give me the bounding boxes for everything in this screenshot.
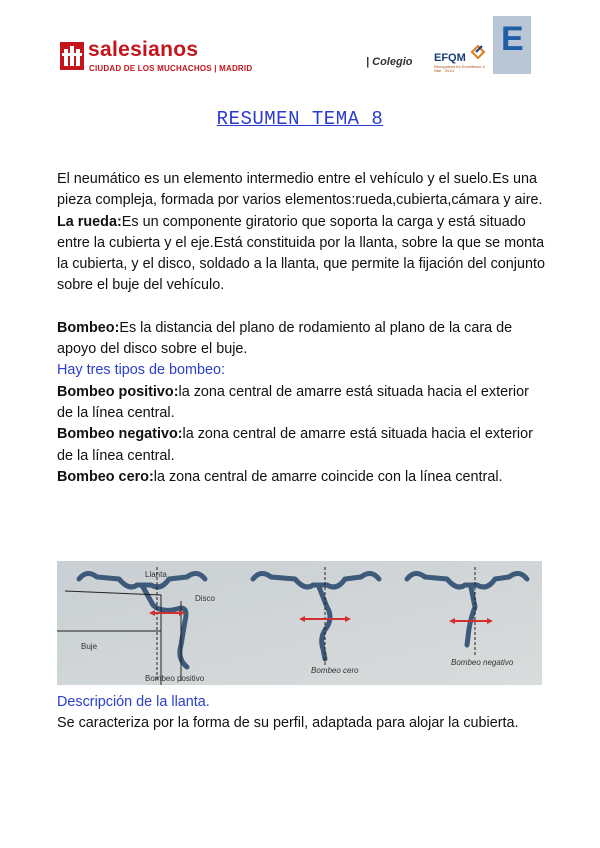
label-bombeo-negativo: Bombeo negativo (451, 658, 514, 667)
label-disco: Disco (195, 594, 216, 603)
bombeo-text: Es la distancia del plano de rodamiento al plano de la cara de apoyo del disco sobre el buje. (57, 319, 513, 358)
efqm-subtitle: Recognised for Excellence 4 Star · 2014 (434, 64, 485, 73)
negativo-text: la zona central de amarre está situada hacia el exterior de la línea central. (57, 426, 533, 464)
rueda-label: La rueda: (57, 213, 122, 230)
label-buje: Buje (81, 642, 98, 651)
positivo-paragraph (57, 382, 547, 425)
brand-name: salesianos (88, 38, 199, 61)
page-header (60, 20, 540, 80)
brand-subtitle: CIUDAD DE LOS MUCHACHOS | MADRID (89, 64, 253, 73)
llanta-heading: Descripción de la llanta. (57, 694, 210, 710)
label-bombeo-positivo: Bombeo positivo (145, 674, 205, 683)
positivo-label: Bombeo positivo: (57, 383, 179, 400)
rueda-paragraph (57, 212, 547, 297)
negativo-paragraph (57, 424, 547, 467)
excellence-badge (493, 16, 531, 74)
cero-text: la zona central de amarre coincide con la línea central. (153, 468, 503, 485)
label-llanta: Llanta (145, 570, 167, 579)
bombeo-paragraph (57, 318, 547, 361)
positivo-text: la zona central de amarre está situada hacia el exterior de la línea central. (57, 383, 529, 421)
rim-diagram (57, 561, 542, 685)
intro-paragraph: El neumático es un elemento intermedio entre el vehículo y el suelo.Es una pieza compleja, formada por varios elementos:rueda,cubierta,cámara y aire. (57, 171, 543, 209)
cero-label: Bombeo cero: (57, 468, 154, 485)
llanta-paragraph: Se caracteriza por la forma de su perfil, adaptada para alojar la cubierta. (57, 715, 519, 732)
rim-offset-figure (57, 561, 542, 685)
badge-letter: E (501, 20, 524, 58)
llanta-section (57, 692, 547, 735)
page-title: RESUMEN TEMA 8 (216, 108, 384, 130)
colegio-label: | Colegio (366, 56, 413, 68)
rueda-text: Es un componente giratorio que soporta la carga y está situado entre la cubierta y el eje.Está constituida por la llanta, sobre la que se monta la cubierta, y el disco, soldado a la llanta, que permite la fijación del conjunto sobre el buje del vehículo. (57, 213, 545, 294)
document-body (57, 169, 547, 488)
bombeo-label: Bombeo: (57, 319, 120, 336)
cero-paragraph (57, 467, 547, 488)
efqm-label: EFQM (434, 52, 466, 64)
salesianos-logo-icon (60, 42, 84, 70)
label-bombeo-cero: Bombeo cero (311, 666, 359, 675)
negativo-label: Bombeo negativo: (57, 426, 183, 443)
tipos-heading: Hay tres tipos de bombeo: (57, 362, 225, 379)
